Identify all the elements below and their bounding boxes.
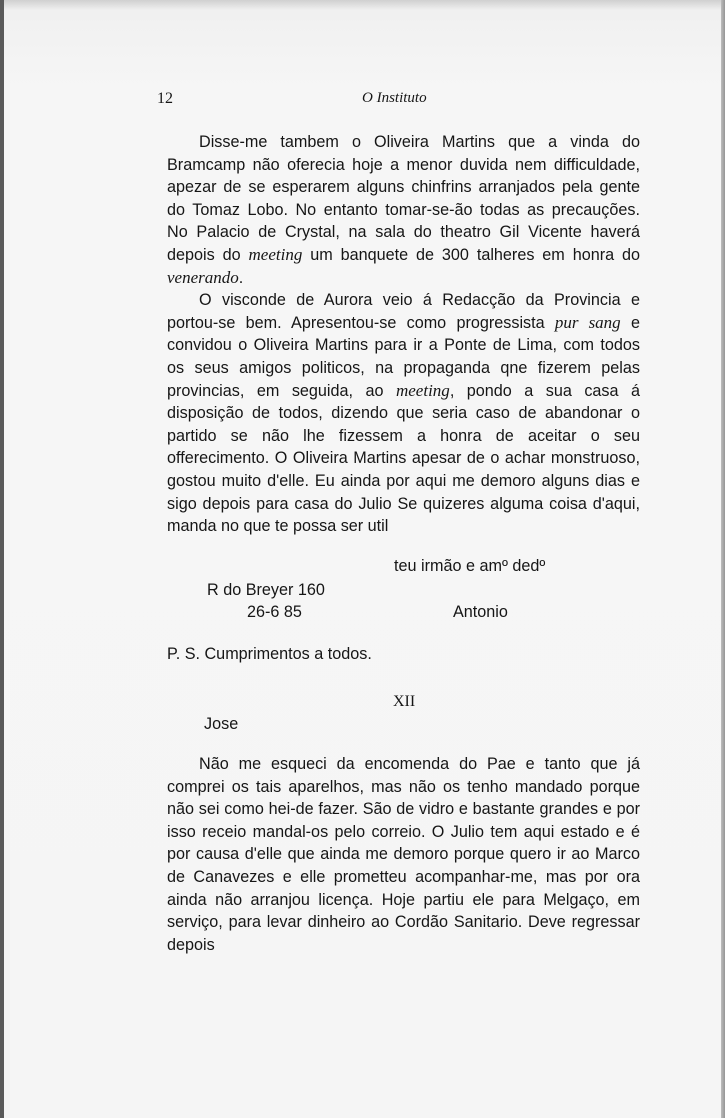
postscript: P. S. Cumprimentos a todos. <box>167 645 372 663</box>
letter-paragraph-1: Disse-me tambem o Oliveira Martins que a vinda do Bramcamp não oferecia hoje a menor duvida nem difficuldade, apezar de se esperarem alguns chinfrins arranjados pela gente do Tomaz Lobo. No entanto tomar-se-ão todas as precauções. No Palacio de Crystal, na sala do theatro Gil Vicente haverá depois do meeting um banquete de 300 talheres em honra do venerando. <box>167 133 640 287</box>
italic-term: meeting <box>395 380 450 400</box>
letter-paragraph-2: O visconde de Aurora veio á Redacção da Provincia e portou-se bem. Apresentou-se como progressista pur sang e convidou o Oliveira Martins para ir a Ponte de Lima, com todos os seus amigos politicos, na propaganda qne fizerem pelas provincias, em seguida, ao meeting, pondo a sua casa á disposição de todos, dizendo que seria caso de abandonar o partido se não lhe fizessem a honra de aceitar o seu offerecimento. O Oliveira Martins apesar de o achar monstruoso, gostou muito d'elle. Eu ainda por aqui me demoro alguns dias e sigo depois para casa do Julio Se quizeres alguma coisa d'aqui, manda no que te possa ser util <box>167 291 641 536</box>
sender-address: R do Breyer 160 <box>207 581 325 599</box>
italic-term: meeting <box>248 244 303 264</box>
page-header <box>4 90 725 114</box>
letter2-body <box>167 753 640 956</box>
letter-date: 26-6 85 <box>247 603 302 621</box>
letter-closing: teu irmão e amº dedº <box>394 557 546 575</box>
letter-signature: Antonio <box>453 603 508 621</box>
letter2-salutation: Jose <box>204 715 239 733</box>
page-top-shadow <box>4 0 725 10</box>
italic-term: pur sang <box>554 312 621 332</box>
letter-body <box>167 131 640 538</box>
letter2-paragraph-1: Não me esqueci da encomenda do Pae e tanto que já comprei os tais aparelhos, mas não os tenho mandado porque não sei como hei-de fazer. São de vidro e bastante grandes e por isso receio mandal-os pelo correio. O Julio tem aqui estado e é por causa d'elle que ainda me demoro porque quero ir ao Marco de Canavezes e elle prometteu acompanhar-me, mas por ora ainda não arranjou licença. Hoje partiu ele para Melgaço, em serviço, para levar dinheiro ao Cordão Sanitario. Deve regressar depois <box>167 755 640 954</box>
page-right-edge <box>721 0 725 1118</box>
running-title: O Instituto <box>362 90 427 106</box>
page-number: 12 <box>157 90 173 107</box>
section-number: XII <box>393 693 416 710</box>
italic-term: venerando <box>167 267 239 287</box>
